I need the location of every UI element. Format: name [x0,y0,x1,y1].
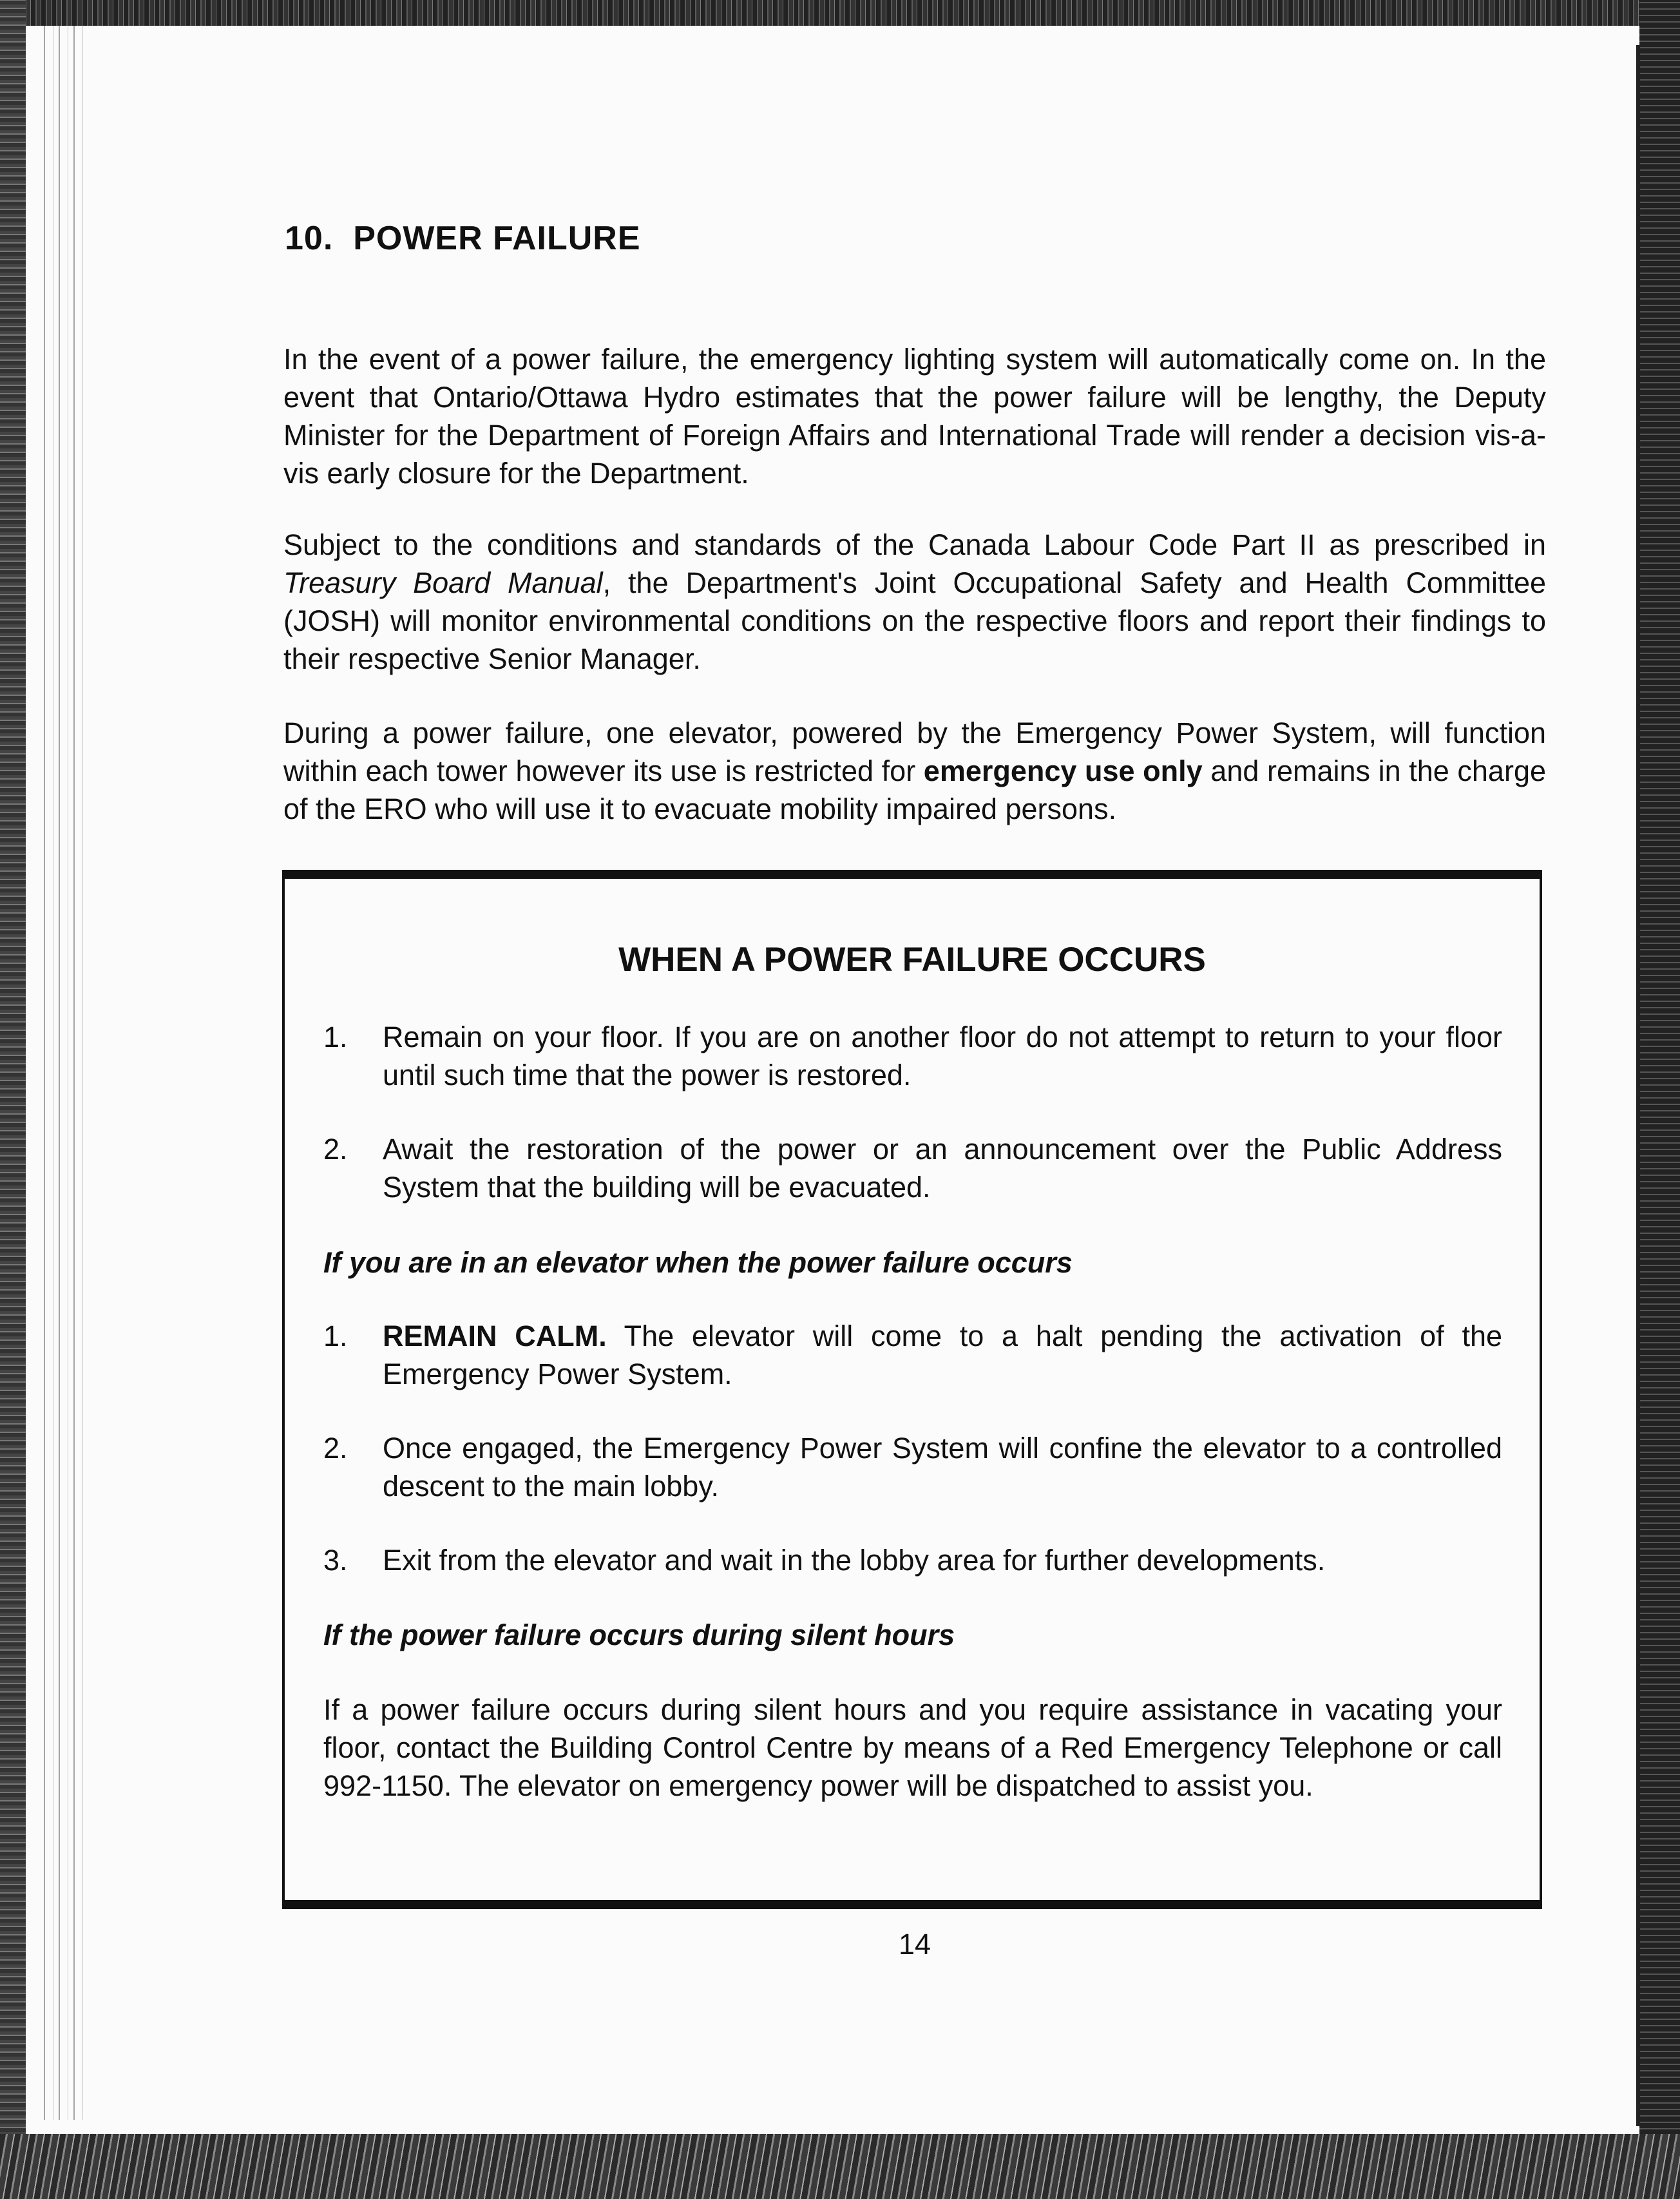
scan-edge-right [1639,0,1680,2199]
procedure-box-title: WHEN A POWER FAILURE OCCURS [618,941,1206,979]
section-heading [285,219,641,258]
list-item-text: Exit from the elevator and wait in the lobby area for further developments. [383,1544,1326,1577]
paragraph-josh-text-a: Subject to the conditions and standards of the Canada Labour Code Part II as prescribed in [283,528,1546,561]
list-item [323,1130,1502,1206]
list-item-number: 3. [323,1544,348,1577]
paragraph-elevator-text-b: and remains in the charge of the ERO who will use it to evacuate mobility impaired persons. [283,754,1546,825]
list-item-number: 2. [323,1133,348,1166]
list-item-number: 1. [323,1320,348,1352]
list-item [323,1541,1502,1579]
list-item-text: Await the restoration of the power or an announcement over the Public Address System that the building will be evacuated. [383,1133,1502,1204]
list-item-text: Remain on your floor. If you are on another floor do not attempt to return to your floor until such time that the power is restored. [383,1021,1502,1091]
elevator-subheading: If you are in an elevator when the power failure occurs [323,1246,1073,1279]
remain-calm-text: The elevator will come to a halt pending the activation of the Emergency Power System. [383,1320,1503,1390]
list-item-text [383,1317,1502,1393]
section-number: 10. [285,220,334,257]
remain-calm-emphasis: REMAIN CALM. [383,1320,607,1352]
section-title: POWER FAILURE [353,220,641,257]
binding-margin [39,26,84,2120]
list-item-number: 1. [323,1021,348,1053]
list-item [323,1429,1502,1505]
scan-edge-bottom [0,2134,1680,2199]
list-item [323,1317,1502,1393]
paragraph-elevator-text-a: During a power failure, one elevator, powered by the Emergency Power System, will function within each tower however its use is restricted for [283,716,1546,787]
paragraph-elevator-restriction [283,714,1546,828]
treasury-board-manual-title: Treasury Board Manual [283,566,603,599]
procedure-box [282,870,1542,1909]
page-number: 14 [898,1928,931,1961]
silent-hours-paragraph: If a power failure occurs during silent hours and you require assistance in vacating your floor, contact the Building Control Centre by means of a Red Emergency Telephone or call 992-1150. The elevator on emergency power will be dispatched to assist you. [323,1693,1502,1802]
list-item [323,1018,1502,1094]
list-item-number: 2. [323,1432,348,1464]
paragraph-josh-monitoring [283,526,1546,678]
list-item-text: Once engaged, the Emergency Power System will confine the elevator to a controlled descent to the main lobby. [383,1432,1502,1503]
scan-edge-left [0,0,26,2199]
emergency-use-only-emphasis: emergency use only [923,754,1203,787]
paragraph-josh-text-b: , the Department's Joint Occupational Safety and Health Committee (JOSH) will monitor environmental conditions on the respective floors and report their findings to their respective Senior Manager. [283,566,1547,675]
silent-hours-subheading: If the power failure occurs during silent hours [323,1618,955,1651]
paragraph-emergency-lighting: In the event of a power failure, the emergency lighting system will automatically come on. In the event that Ontario/Ottawa Hydro estimates that the power failure will be lengthy, the Deputy Minister for the Department of Foreign Affairs and International Trade will render a decision vis-a-vis early closure for the Department. [283,343,1546,490]
right-margin-rule [1636,45,1640,2126]
